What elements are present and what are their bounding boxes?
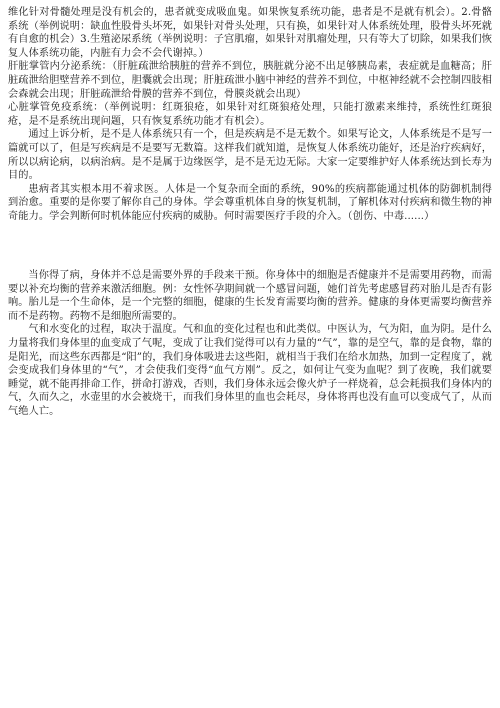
paragraph-nutrition: 当你得了病，身体并不总是需要外界的手段来干预。你身体中的细胞是否健康并不是需要用药物，而需要以补充均衡的营养来激活细胞。例：女性怀孕期间就一个感冒问题，她们首先考虑感冒药对胎儿是否有影响。胎儿是一个生命体，是一个完整的细胞，健康的生长发育需要均衡的营养。健康的身体更需要均衡营养而不是药物。药物不是细胞所需要的。	[8, 270, 492, 322]
paragraph-liver-endocrine: 肝脏掌管内分泌系统：（肝脏疏泄给胰脏的营养不到位，胰脏就分泌不出足够胰岛素，表症就是血糖高；肝脏疏泄给胆壁营养不到位，胆囊就会出现；肝脏疏泄小脑中神经的营养不到位，中枢神经就不会控制四肢相会森就会出现；肝脏疏泄给骨膜的营养不到位，骨膜炎就会出现）	[8, 61, 492, 100]
paragraph-qi-blood: 气和水变化的过程，取决于温度。气和血的变化过程也和此类似。中医认为，气为阳，血为阴。是什么力量将我们身体里的血变成了气呢，变成了让我们觉得可以有力量的“气”，靠的是空气，靠的是食物，靠的是阳光，而这些东西都是“阳”的，我们身体吸进去这些阳，就相当于我们在给水加热，加到一定程度了，就会变成我们身体里的“气”，才会使我们变得“血气方刚”。反之，如何让气变为血呢？到了夜晚，我们就要睡觉，就不能再排命工作，拼命打游戏，否则，我们身体永远会像火炉子一样烧着，总会耗损我们身体内的气，久而久之，水壶里的水会被烧干，而我们身体里的血也会耗尽，身体将再也没有血可以变成气了，从而气绝人亡。	[8, 324, 492, 417]
paragraph-systems-examples: 维化针对骨髓处理是没有机会的，患者就变成吸血鬼。如果恢复系统功能，患者是不是就有机会）。2.骨骼系统（举例说明：缺血性股骨头坏死，如果针对骨头处理，只有换，如果针对人体系统处理，股骨头坏死就有自愈的机会）3.生殖泌尿系统（举例说明：子宫肌瘤，如果针对肌瘤处理，只有等大了切除，如果我们恢复人体系统功能，内脏有力会不会代谢掉。）	[8, 7, 492, 59]
paragraph-analysis: 通过上诉分析，是不是人体系统只有一个，但是疾病是不是无数个。如果写论文，人体系统是不是写一篇就可以了，但是写疾病是不是要写无数篇。这样我们就知道，是恢复人体系统功能好，还是治疗疾病好，所以以病论病，以病治病。是不是属于边缘医学，是不是无边无际。大家一定要维护好人体系统达到长寿为目的。	[8, 129, 492, 182]
paragraph-heart-immune: 心脏掌管免疫系统：（举例说明：红斑狼疮，如果针对红斑狼疮处理，只能打激素来维持，系统性红斑狼疮，是不是系统出现问题，只有恢复系统功能才有机会）。	[8, 102, 492, 127]
text-block-bottom	[8, 269, 492, 419]
paragraph-self-healing: 患病者其实根本用不着求医。人体是一个复杂而全面的系统，90%的疾病都能通过机体的防御机制得到治愈。重要的是你要了解你自己的身体。学会尊重机体自身的恢复机制，了解机体对付疾病和微生物的神奇能力。学会判断何时机体能应付疾病的威胁。何时需要医疗手段的介入。（创伤、中毒......）	[8, 183, 492, 222]
text-block-top	[8, 6, 492, 224]
